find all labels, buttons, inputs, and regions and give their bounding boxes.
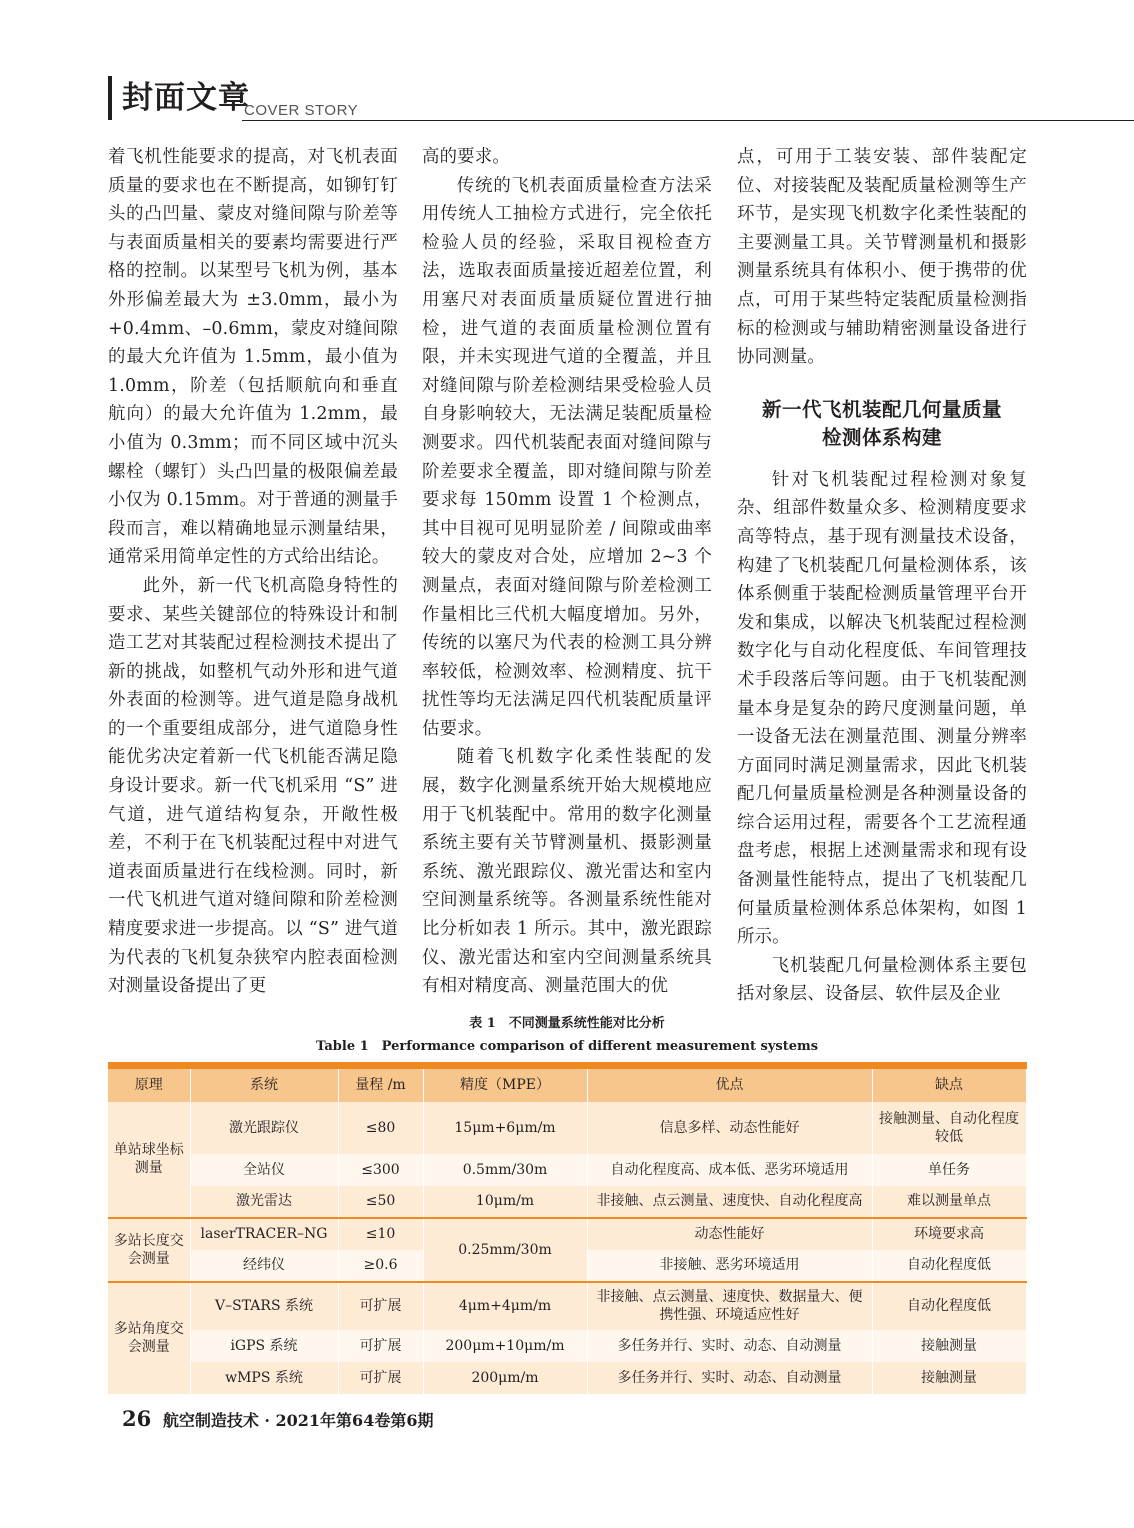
column-header: 缺点 (872, 1066, 1026, 1102)
cons-cell: 单任务 (872, 1154, 1026, 1186)
pros-cell: 信息多样、动态性能好 (587, 1102, 872, 1154)
section-label: 封面文章 (122, 80, 250, 116)
column-header: 精度（MPE） (423, 1066, 587, 1102)
system-cell: 激光跟踪仪 (190, 1102, 338, 1154)
pros-cell: 自动化程度高、成本低、恶劣环境适用 (587, 1154, 872, 1186)
system-cell: 经纬仪 (190, 1250, 338, 1282)
section-heading-line-2: 检测体系构建 (821, 425, 942, 449)
pros-cell: 多任务并行、实时、动态、自动测量 (587, 1362, 872, 1394)
cons-cell: 接触测量、自动化程度较低 (872, 1102, 1026, 1154)
page-footer (122, 1406, 433, 1431)
table-row (108, 1102, 1026, 1154)
precision-cell: 200μm+10μm/m (423, 1330, 587, 1362)
cons-cell: 自动化程度低 (872, 1250, 1026, 1282)
range-cell: ≥0.6 (338, 1250, 423, 1282)
system-cell: 全站仪 (190, 1154, 338, 1186)
pros-cell: 非接触、恶劣环境适用 (587, 1250, 872, 1282)
paragraph: 高的要求。 (422, 147, 510, 167)
paragraph: 针对飞机装配过程检测对象复杂、组部件数量众多、检测精度要求高等特点，基于现有测量技术设备，构建了飞机装配几何量检测体系，该体系侧重于装配检测质量管理平台开发和集成，以解决飞机装配过程检测数字化与自动化程度低、车间管理技术手段落后等问题。由于飞机装配测量本身是复杂的跨尺度测量问题，单一设备无法在测量范围、测量分辨率方面同时满足测量需求，因此飞机装配几何量质量检测是各种测量设备的综合运用过程，需要各个工艺流程通盘考虑，根据上述测量需求和现有设备测量性能特点，提出了飞机装配几何量质量检测体系总体架构，如图 1 所示。 (737, 469, 1027, 948)
table-header-row (108, 1066, 1026, 1102)
precision-cell: 15μm+6μm/m (423, 1102, 587, 1154)
precision-cell: 0.5mm/30m (423, 1154, 587, 1186)
table-row (108, 1330, 1026, 1362)
table-row (108, 1362, 1026, 1394)
range-cell: ≤80 (338, 1102, 423, 1154)
range-cell: ≤300 (338, 1154, 423, 1186)
page-header (0, 70, 1134, 130)
cons-cell: 接触测量 (872, 1362, 1026, 1394)
table-row (108, 1282, 1026, 1330)
principle-cell: 多站角度交会测量 (108, 1282, 190, 1394)
header-accent-bar (108, 76, 112, 120)
table-row (108, 1154, 1026, 1186)
comparison-table (108, 1062, 1027, 1394)
cons-cell: 环境要求高 (872, 1218, 1026, 1250)
precision-cell: 10μm/m (423, 1186, 587, 1218)
cons-cell: 接触测量 (872, 1330, 1026, 1362)
text-column-1 (108, 143, 398, 1001)
cons-cell: 自动化程度低 (872, 1282, 1026, 1330)
system-cell: iGPS 系统 (190, 1330, 338, 1362)
section-heading (737, 396, 1027, 452)
precision-cell: 4μm+4μm/m (423, 1282, 587, 1330)
system-cell: wMPS 系统 (190, 1362, 338, 1394)
column-header: 原理 (108, 1066, 190, 1102)
table-caption-chinese: 表 1 不同测量系统性能对比分析 (469, 1016, 665, 1031)
paragraph: 随着飞机数字化柔性装配的发展，数字化测量系统开始大规模地应用于飞机装配中。常用的数字化测量系统主要有关节臂测量机、摄影测量系统、激光跟踪仪、激光雷达和室内空间测量系统等。各测量系统性能对比分析如表 1 所示。其中，激光跟踪仪、激光雷达和室内空间测量系统具有相对精度高、测量范围大的优 (422, 747, 712, 997)
range-cell: 可扩展 (338, 1362, 423, 1394)
column-header: 优点 (587, 1066, 872, 1102)
system-cell: 激光雷达 (190, 1186, 338, 1218)
section-heading-line-1: 新一代飞机装配几何量质量 (761, 397, 1002, 421)
column-header: 量程 /m (338, 1066, 423, 1102)
page-number: 26 (122, 1406, 152, 1431)
paragraph: 着飞机性能要求的提高，对飞机表面质量的要求也在不断提高，如铆钉钉头的凸凹量、蒙皮对缝间隙与阶差等与表面质量相关的要素均需要进行严格的控制。以某型号飞机为例，基本外形偏差最大为 ±3.0mm，最小为 +0.4mm、–0.6mm，蒙皮对缝间隙的最大允许值为 1.5mm，最小值为 1.0mm，阶差（包括顺航向和垂直航向）的最大允许值为 1.2mm，最小值为 0.3mm；而不同区域中沉头螺栓（螺钉）头凸凹量的极限偏差最小仅为 0.15mm。对于普通的测量手段而言，难以精确地显示测量结果，通常采用简单定性的方式给出结论。 (108, 147, 398, 568)
section-label-english: COVER STORY (244, 102, 359, 119)
paragraph: 传统的飞机表面质量检查方法采用传统人工抽检方式进行，完全依托检验人员的经验，采取目视检查方法，选取表面质量接近超差位置，利用塞尺对表面质量质疑位置进行抽检，进气道的表面质量检测位置有限，并未实现进气道的全覆盖，并且对缝间隙与阶差检测结果受检验人员自身影响较大，无法满足装配质量检测要求。四代机装配表面对缝间隙与阶差要求全覆盖，即对缝间隙与阶差要求每 150mm 设置 1 个检测点，其中目视可见明显阶差 / 间隙或曲率较大的蒙皮对合处，应增加 2~3 个测量点，表面对缝间隙与阶差检测工作量相比三代机大幅度增加。另外，传统的以塞尺为代表的检测工具分辨率较低，检测效率、检测精度、抗干扰性等均无法满足四代机装配质量评估要求。 (422, 175, 712, 739)
text-column-2 (422, 143, 712, 1001)
pros-cell: 动态性能好 (587, 1218, 872, 1250)
system-cell: V–STARS 系统 (190, 1282, 338, 1330)
table-caption-english: Table 1 Performance comparison of different measurement systems (315, 1039, 819, 1054)
paragraph: 点，可用于工装安装、部件装配定位、对接装配及装配质量检测等生产环节，是实现飞机数字化柔性装配的主要测量工具。关节臂测量机和摄影测量系统具有体积小、便于携带的优点，可用于某些特定装配质量检测指标的检测或与辅助精密测量设备进行协同测量。 (737, 147, 1027, 368)
paragraph: 飞机装配几何量检测体系主要包括对象层、设备层、软件层及企业 (737, 955, 1027, 1005)
range-cell: ≤10 (338, 1218, 423, 1250)
pros-cell: 多任务并行、实时、动态、自动测量 (587, 1330, 872, 1362)
precision-cell: 200μm/m (423, 1362, 587, 1394)
header-rule (242, 120, 1134, 121)
column-header: 系统 (190, 1066, 338, 1102)
cons-cell: 难以测量单点 (872, 1186, 1026, 1218)
principle-cell: 多站长度交会测量 (108, 1218, 190, 1282)
range-cell: ≤50 (338, 1186, 423, 1218)
paragraph: 此外，新一代飞机高隐身特性的要求、某些关键部位的特殊设计和制造工艺对其装配过程检测技术提出了新的挑战，如整机气动外形和进气道外表面的检测等。进气道是隐身战机的一个重要组成部分，进气道隐身性能优劣决定着新一代飞机能否满足隐身设计要求。新一代飞机采用 “S” 进气道，进气道结构复杂，开敞性极差，不利于在飞机装配过程中对进气道表面质量进行在线检测。同时，新一代飞机进气道对缝间隙和阶差检测精度要求进一步提高。以 “S” 进气道为代表的飞机复杂狭窄内腔表面检测对测量设备提出了更 (108, 575, 398, 997)
pros-cell: 非接触、点云测量、速度快、数据量大、便携性强、环境适应性好 (587, 1282, 872, 1330)
journal-info: 航空制造技术 · 2021年第64卷第6期 (162, 1411, 434, 1430)
range-cell: 可扩展 (338, 1282, 423, 1330)
pros-cell: 非接触、点云测量、速度快、自动化程度高 (587, 1186, 872, 1218)
table-row (108, 1186, 1026, 1218)
range-cell: 可扩展 (338, 1330, 423, 1362)
principle-cell: 单站球坐标测量 (108, 1102, 190, 1218)
system-cell: laserTRACER–NG (190, 1218, 338, 1250)
table-row (108, 1218, 1026, 1250)
text-column-3 (737, 143, 1027, 1009)
precision-cell: 0.25mm/30m (423, 1218, 587, 1282)
